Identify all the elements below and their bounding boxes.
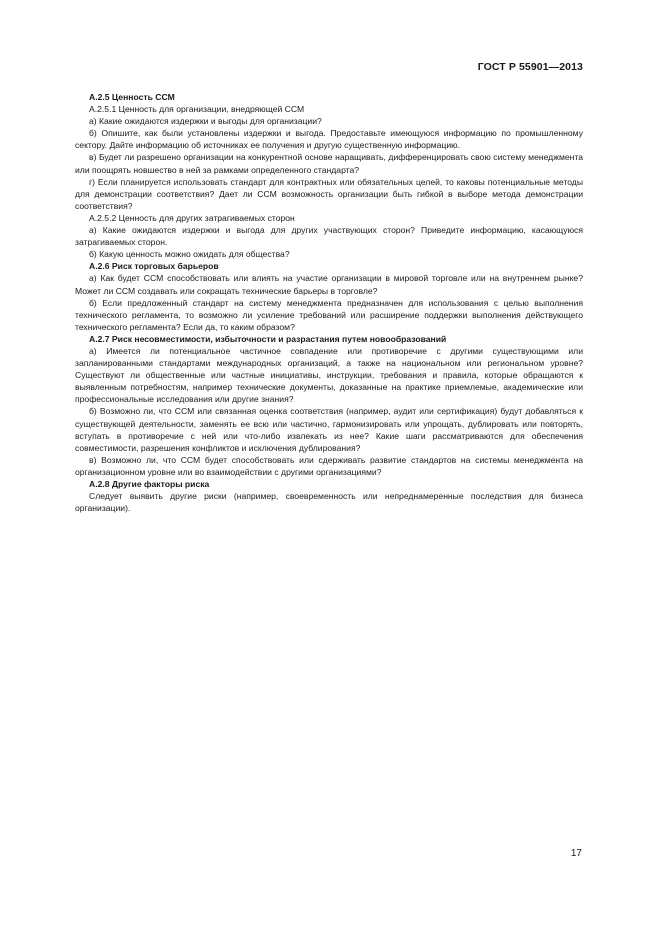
section-heading: А.2.6 Риск торговых барьеров: [89, 261, 219, 272]
paragraph: а) Имеется ли потенциальное частичное совпадение или противоречие с другими существующими или запланированными стандартами международных организаций, а также на национальном или региональном уровне? Существуют ли общественные или частные инициативы, инструкции, требования и правила, которые обращаются к выявленным потребностям, например технические документы, доказанные на практике приемлемые, академические или профессиональные исследования или другие знания?: [75, 345, 583, 405]
paragraph: Следует выявить другие риски (например, своевременность или непреднамеренные последствия для бизнеса организации).: [75, 491, 583, 514]
paragraph: г) Если планируется использовать стандарт для контрактных или обязательных целей, то каковы потенциальные методы для демонстрации соответствия? Дает ли ССМ возможность организации быть гибкой в выборе метода демонстрации соответствия?: [75, 176, 583, 211]
paragraph: б) Возможно ли, что ССМ или связанная оценка соответствия (например, аудит или сертификация) будут добавляться к существующей деятельности, заменять ее всю или частично, гармонизировать или упрощать, дублировать или повторять, вступать в противоречие с ней или что-либо извлекать из нее? Какие шаги рассматриваются для обеспечения совместимости, разрешения конфликтов и исключения дублирования?: [75, 406, 583, 453]
section-heading: А.2.7 Риск несовместимости, избыточности и разрастания путем новообразований: [89, 333, 447, 344]
paragraph: а) Какие ожидаются издержки и выгоды для организации?: [89, 116, 322, 127]
paragraph: в) Возможно ли, что ССМ будет способствовать или сдерживать развитие стандартов на системы менеджмента на организационном уровне или во взаимодействии с другими организациями?: [75, 454, 583, 477]
paragraph: а) Какие ожидаются издержки и выгода для других участвующих сторон? Приведите информацию, касающуюся затрагиваемых сторон.: [75, 225, 583, 248]
paragraph: А.2.5.2 Ценность для других затрагиваемых сторон: [89, 212, 295, 223]
document-header: ГОСТ Р 55901—2013: [477, 61, 583, 73]
paragraph: а) Как будет ССМ способствовать или влиять на участие организации в мировой торговле или на внутреннем рынке? Может ли ССМ создавать или сокращать технические барьеры в торговле?: [75, 273, 583, 296]
document-body: [75, 91, 583, 514]
page-number: 17: [570, 848, 582, 859]
section-heading: А.2.5 Ценность ССМ: [89, 92, 175, 102]
paragraph: А.2.5.1 Ценность для организации, внедряющей ССМ: [89, 104, 305, 115]
paragraph: б) Опишите, как были установлены издержки и выгода. Предоставьте имеющуюся информацию по промышленному сектору. Дайте информацию об источниках ее получения и другую существенную информацию.: [75, 128, 583, 151]
section-heading: А.2.8 Другие факторы риска: [89, 479, 210, 489]
paragraph: б) Какую ценность можно ожидать для общества?: [89, 249, 290, 260]
paragraph: б) Если предложенный стандарт на систему менеджмента предназначен для использования с целью выполнения технического регламента, то возможно ли усиление требований или расширение поддержки выполнения действующего технического регламента? Если да, то каким образом?: [75, 297, 583, 332]
paragraph: в) Будет ли разрешено организации на конкурентной основе наращивать, дифференцировать свою систему менеджмента или поощрять новшество в ней за рамками определенного стандарта?: [75, 152, 583, 175]
